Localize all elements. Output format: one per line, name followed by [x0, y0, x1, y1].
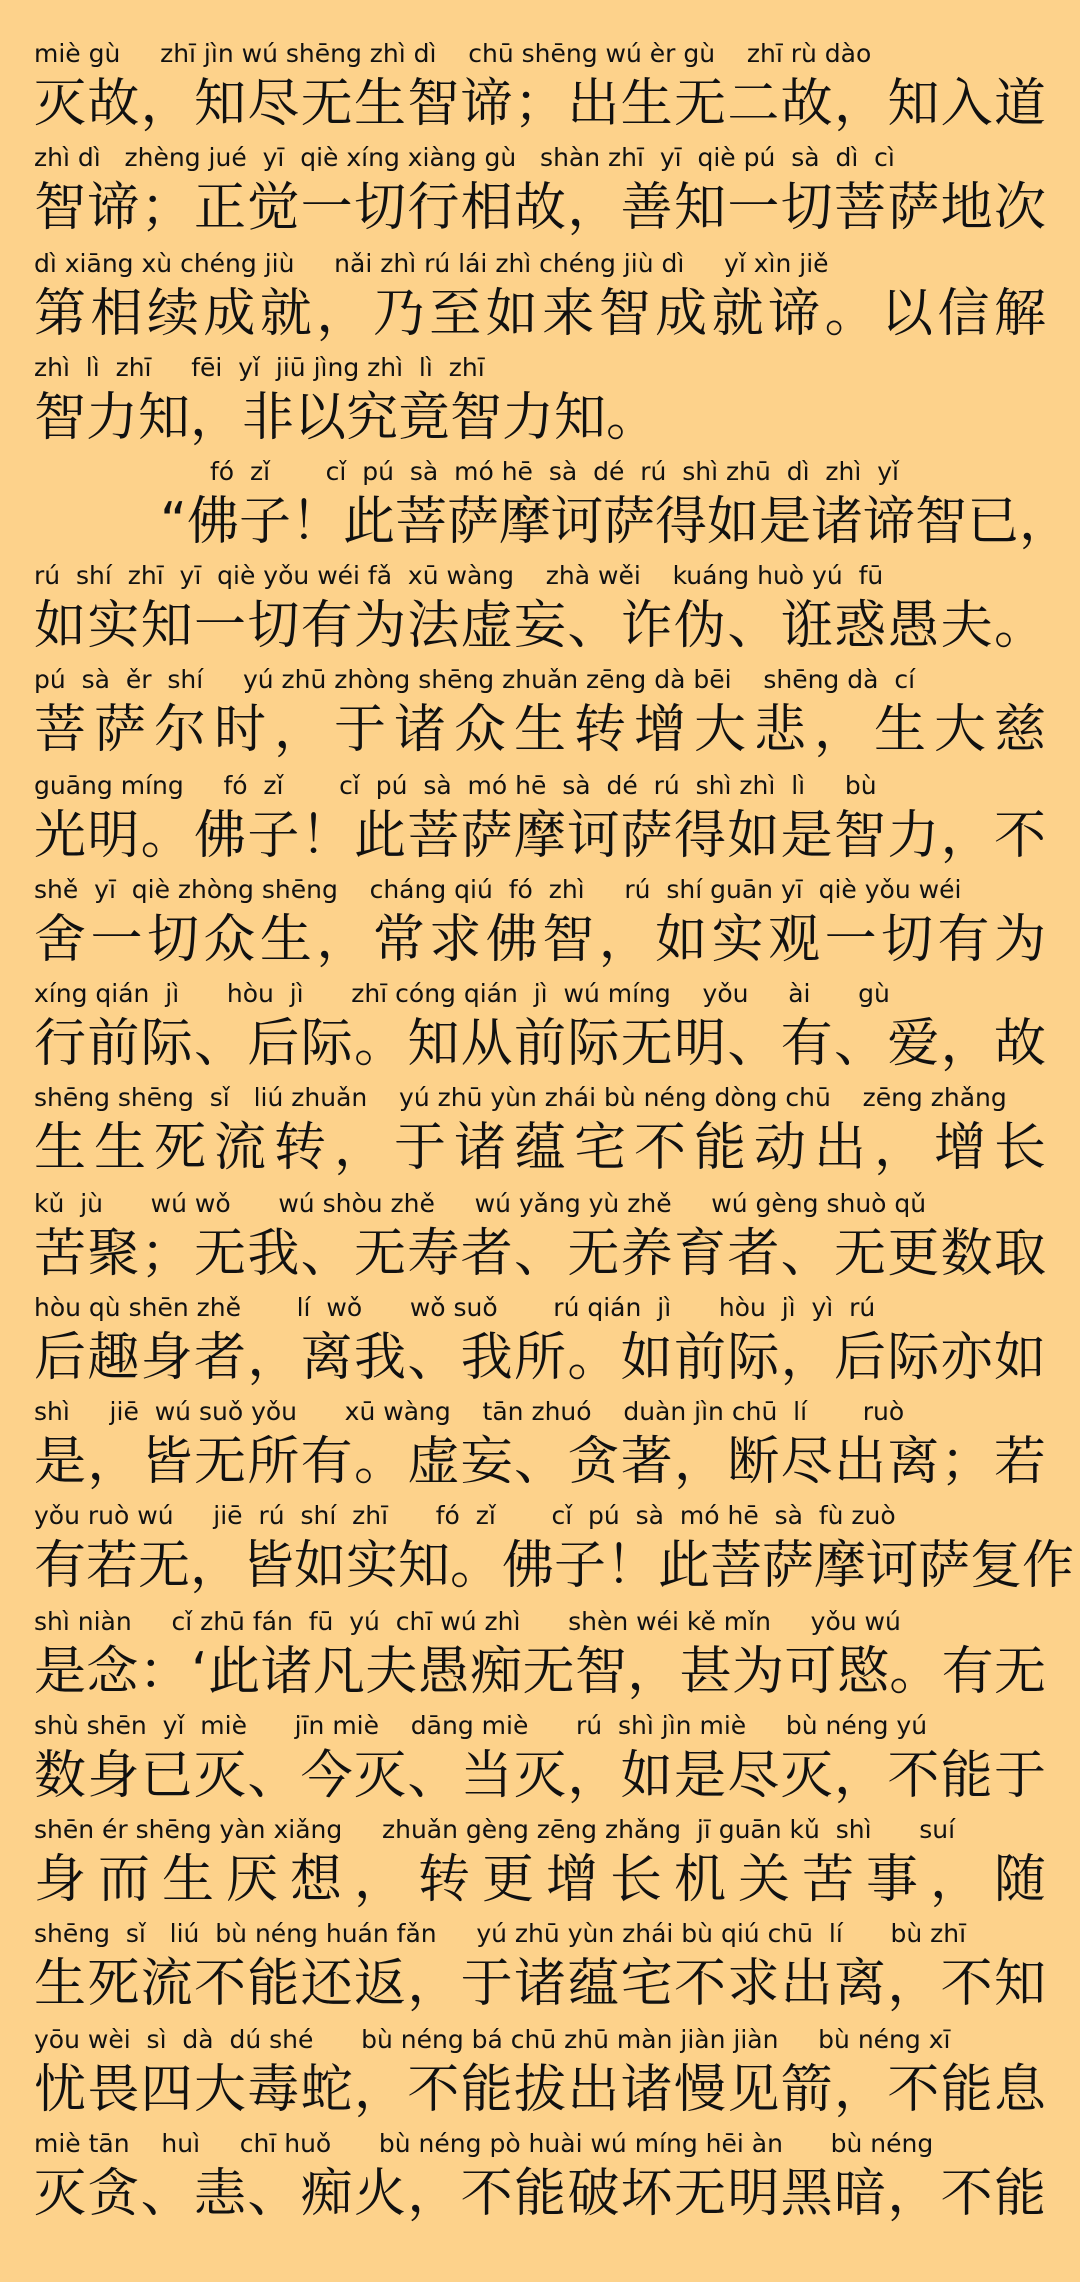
text-line — [0, 456, 1080, 560]
text-line — [0, 1396, 1080, 1500]
text-line — [0, 2024, 1080, 2128]
hanzi-row: 如实知一切有为法虚妄、诈伪、诳惑愚夫。 — [34, 596, 1046, 656]
pinyin-row: shēn ér shēng yàn xiǎng zhuǎn gèng zēng zhǎng jī guān kǔ shì suí — [34, 1815, 956, 1844]
pinyin-row: pú sà ěr shí yú zhū zhòng shēng zhuǎn zēng dà bēi shēng dà cí — [34, 665, 916, 694]
hanzi-row: 灭贪、恚、痴火，不能破坏无明黑暗，不能 — [34, 2164, 1046, 2224]
hanzi-row: 智谛；正觉一切行相故，善知一切菩萨地次 — [34, 178, 1046, 238]
text-line — [0, 38, 1080, 142]
hanzi-row: 忧畏四大毒蛇，不能拔出诸慢见箭，不能息 — [34, 2060, 1046, 2120]
pinyin-row: xíng qián jì hòu jì zhī cóng qián jì wú míng yǒu ài gù — [34, 979, 890, 1008]
text-line — [0, 1918, 1080, 2022]
pinyin-row: shì niàn cǐ zhū fán fū yú chī wú zhì shèn wéi kě mǐn yǒu wú — [34, 1607, 901, 1636]
text-line — [0, 1082, 1080, 1186]
text-line — [0, 978, 1080, 1082]
hanzi-row: 第相续成就，乃至如来智成就谛。以信解 — [34, 284, 1046, 344]
hanzi-row: 行前际、后际。知从前际无明、有、爱，故 — [34, 1014, 1046, 1074]
hanzi-row: 生死流不能还返，于诸蕴宅不求出离，不知 — [34, 1954, 1046, 2014]
pinyin-row: rú shí zhī yī qiè yǒu wéi fǎ xū wàng zhà wěi kuáng huò yú fū — [34, 561, 884, 590]
hanzi-row: 苦聚；无我、无寿者、无养育者、无更数取 — [34, 1224, 1046, 1284]
text-line — [0, 142, 1080, 246]
pinyin-row: yōu wèi sì dà dú shé bù néng bá chū zhū màn jiàn jiàn bù néng xī — [34, 2025, 951, 2054]
pinyin-row: kǔ jù wú wǒ wú shòu zhě wú yǎng yù zhě wú gèng shuò qǔ — [34, 1189, 927, 1218]
hanzi-row: “佛子！此菩萨摩诃萨得如是诸谛智已， — [160, 492, 1071, 552]
pinyin-row: miè tān huì chī huǒ bù néng pò huài wú míng hēi àn bù néng — [34, 2129, 934, 2158]
hanzi-row: 生生死流转，于诸蕴宅不能动出，增长 — [34, 1118, 1046, 1178]
hanzi-row: 灭故，知尽无生智谛；出生无二故，知入道 — [34, 74, 1046, 134]
pinyin-row: shì jiē wú suǒ yǒu xū wàng tān zhuó duàn jìn chū lí ruò — [34, 1397, 905, 1426]
hanzi-row: 是念：‘此诸凡夫愚痴无智，甚为可愍。有无 — [34, 1642, 1046, 1702]
hanzi-row: 有若无，皆如实知。佛子！此菩萨摩诃萨复作 — [34, 1536, 1075, 1596]
hanzi-row: 智力知，非以究竟智力知。 — [34, 388, 659, 448]
text-line — [0, 1188, 1080, 1292]
text-line — [0, 1500, 1080, 1604]
text-line — [0, 1710, 1080, 1814]
hanzi-row: 身而生厌想，转更增长机关苦事，随 — [34, 1850, 1046, 1910]
pinyin-row: miè gù zhī jìn wú shēng zhì dì chū shēng wú èr gù zhī rù dào — [34, 39, 872, 68]
hanzi-row: 菩萨尔时，于诸众生转增大悲，生大慈 — [34, 700, 1046, 760]
hanzi-row: 是，皆无所有。虚妄、贪著，断尽出离；若 — [34, 1432, 1046, 1492]
text-line — [0, 248, 1080, 352]
pinyin-row: zhì lì zhī fēi yǐ jiū jìng zhì lì zhī — [34, 353, 485, 382]
text-line — [0, 770, 1080, 874]
text-line — [0, 1606, 1080, 1710]
text-line — [0, 664, 1080, 768]
pinyin-row: shēng shēng sǐ liú zhuǎn yú zhū yùn zhái bù néng dòng chū zēng zhǎng — [34, 1083, 1007, 1112]
pinyin-row: guāng míng fó zǐ cǐ pú sà mó hē sà dé rú shì zhì lì bù — [34, 771, 877, 800]
hanzi-row: 舍一切众生，常求佛智，如实观一切有为 — [34, 910, 1046, 970]
pinyin-row: shě yī qiè zhòng shēng cháng qiú fó zhì rú shí guān yī qiè yǒu wéi — [34, 875, 962, 904]
pinyin-row: yǒu ruò wú jiē rú shí zhī fó zǐ cǐ pú sà mó hē sà fù zuò — [34, 1501, 896, 1530]
text-line — [0, 1292, 1080, 1396]
hanzi-row: 光明。佛子！此菩萨摩诃萨得如是智力，不 — [34, 806, 1046, 866]
text-line — [0, 2128, 1080, 2232]
hanzi-row: 数身已灭、今灭、当灭，如是尽灭，不能于 — [34, 1746, 1046, 1806]
pinyin-row: zhì dì zhèng jué yī qiè xíng xiàng gù shàn zhī yī qiè pú sà dì cì — [34, 143, 895, 172]
text-line — [0, 874, 1080, 978]
pinyin-row: shù shēn yǐ miè jīn miè dāng miè rú shì jìn miè bù néng yú — [34, 1711, 928, 1740]
text-line — [0, 560, 1080, 664]
pinyin-row: fó zǐ cǐ pú sà mó hē sà dé rú shì zhū dì zhì yǐ — [210, 457, 899, 486]
pinyin-row: dì xiāng xù chéng jiù nǎi zhì rú lái zhì chéng jiù dì yǐ xìn jiě — [34, 249, 829, 278]
hanzi-row: 后趣身者，离我、我所。如前际，后际亦如 — [34, 1328, 1046, 1388]
text-line — [0, 1814, 1080, 1918]
pinyin-row: hòu qù shēn zhě lí wǒ wǒ suǒ rú qián jì hòu jì yì rú — [34, 1293, 876, 1322]
pinyin-row: shēng sǐ liú bù néng huán fǎn yú zhū yùn zhái bù qiú chū lí bù zhī — [34, 1919, 967, 1948]
text-line — [0, 352, 1080, 456]
